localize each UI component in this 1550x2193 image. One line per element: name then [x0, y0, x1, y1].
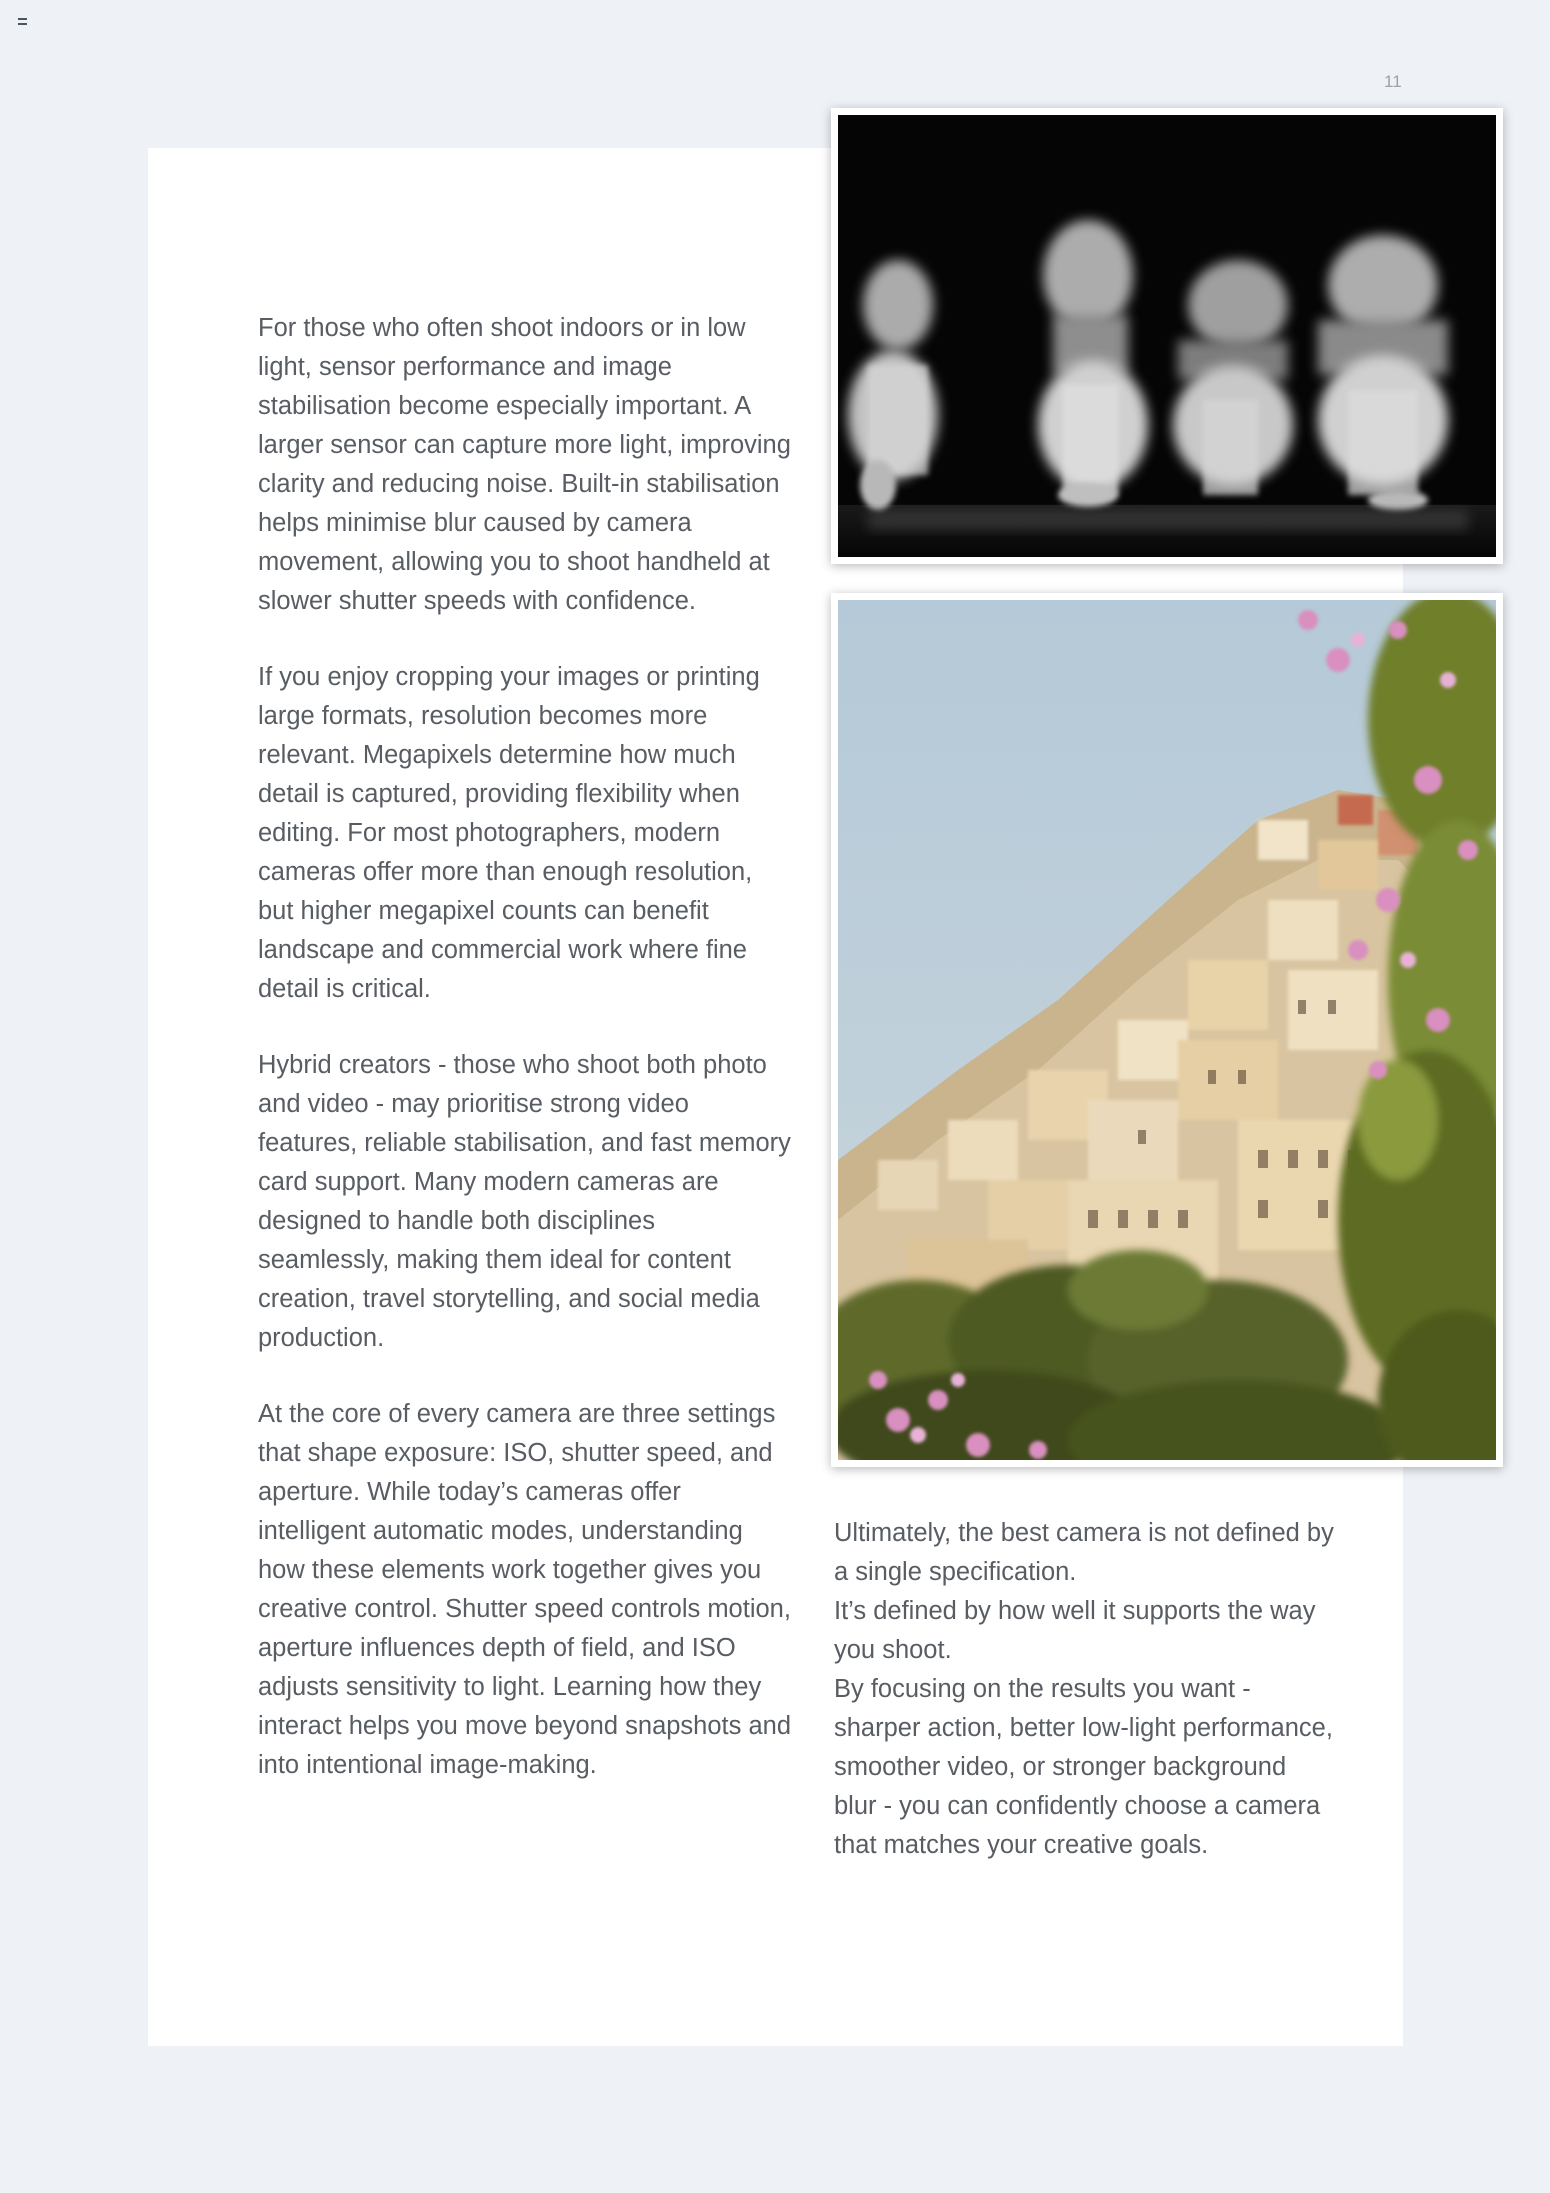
conclusion-line-1: Ultimately, the best camera is not defined by a single specification.	[834, 1519, 1334, 1586]
dancers-photo	[831, 108, 1503, 564]
paragraph-hybrid-creators: Hybrid creators - those who shoot both photo and video - may prioritise strong video features, reliable stabilisation, and fast memory card support. Many modern cameras are designed to handle both disciplines seamlessly, making them ideal for content creation, travel storytelling, and social media production.	[258, 1051, 791, 1352]
paragraph-resolution: If you enjoy cropping your images or printing large formats, resolution becomes more relevant. Megapixels determine how much detail is captured, providing flexibility when editing. For most photographers, modern cameras offer more than enough resolution, but higher megapixel counts can benefit landscape and commercial work where fine detail is critical.	[258, 663, 760, 1003]
hillside-town-photo-icon	[838, 600, 1496, 1460]
conclusion-line-2: It’s defined by how well it supports the way you shoot.	[834, 1597, 1316, 1664]
left-text-column	[258, 309, 793, 1822]
paragraph-low-light: For those who often shoot indoors or in low light, sensor performance and image stabilisation become especially important. A larger sensor can capture more light, improving clarity and reducing noise. Built-in stabilisation helps minimise blur caused by camera movement, allowing you to shoot handheld at slower shutter speeds with confidence.	[258, 314, 791, 615]
page-number: 11	[1384, 72, 1402, 91]
menu-icon[interactable]	[18, 18, 27, 25]
right-text-column	[834, 1514, 1334, 1865]
town-photo	[831, 593, 1503, 1467]
conclusion-line-3: By focusing on the results you want - sharper action, better low-light performance, smoother video, or stronger background blur - you can confidently choose a camera that matches your creative goals.	[834, 1675, 1333, 1859]
motion-blur-dancers-photo-icon	[838, 115, 1496, 557]
paragraph-exposure: At the core of every camera are three settings that shape exposure: ISO, shutter speed, and aperture. While today’s cameras offer intelligent automatic modes, understanding how these elements work together gives you creative control. Shutter speed controls motion, aperture influences depth of field, and ISO adjusts sensitivity to light. Learning how they interact helps you move beyond snapshots and into intentional image-making.	[258, 1400, 792, 1779]
